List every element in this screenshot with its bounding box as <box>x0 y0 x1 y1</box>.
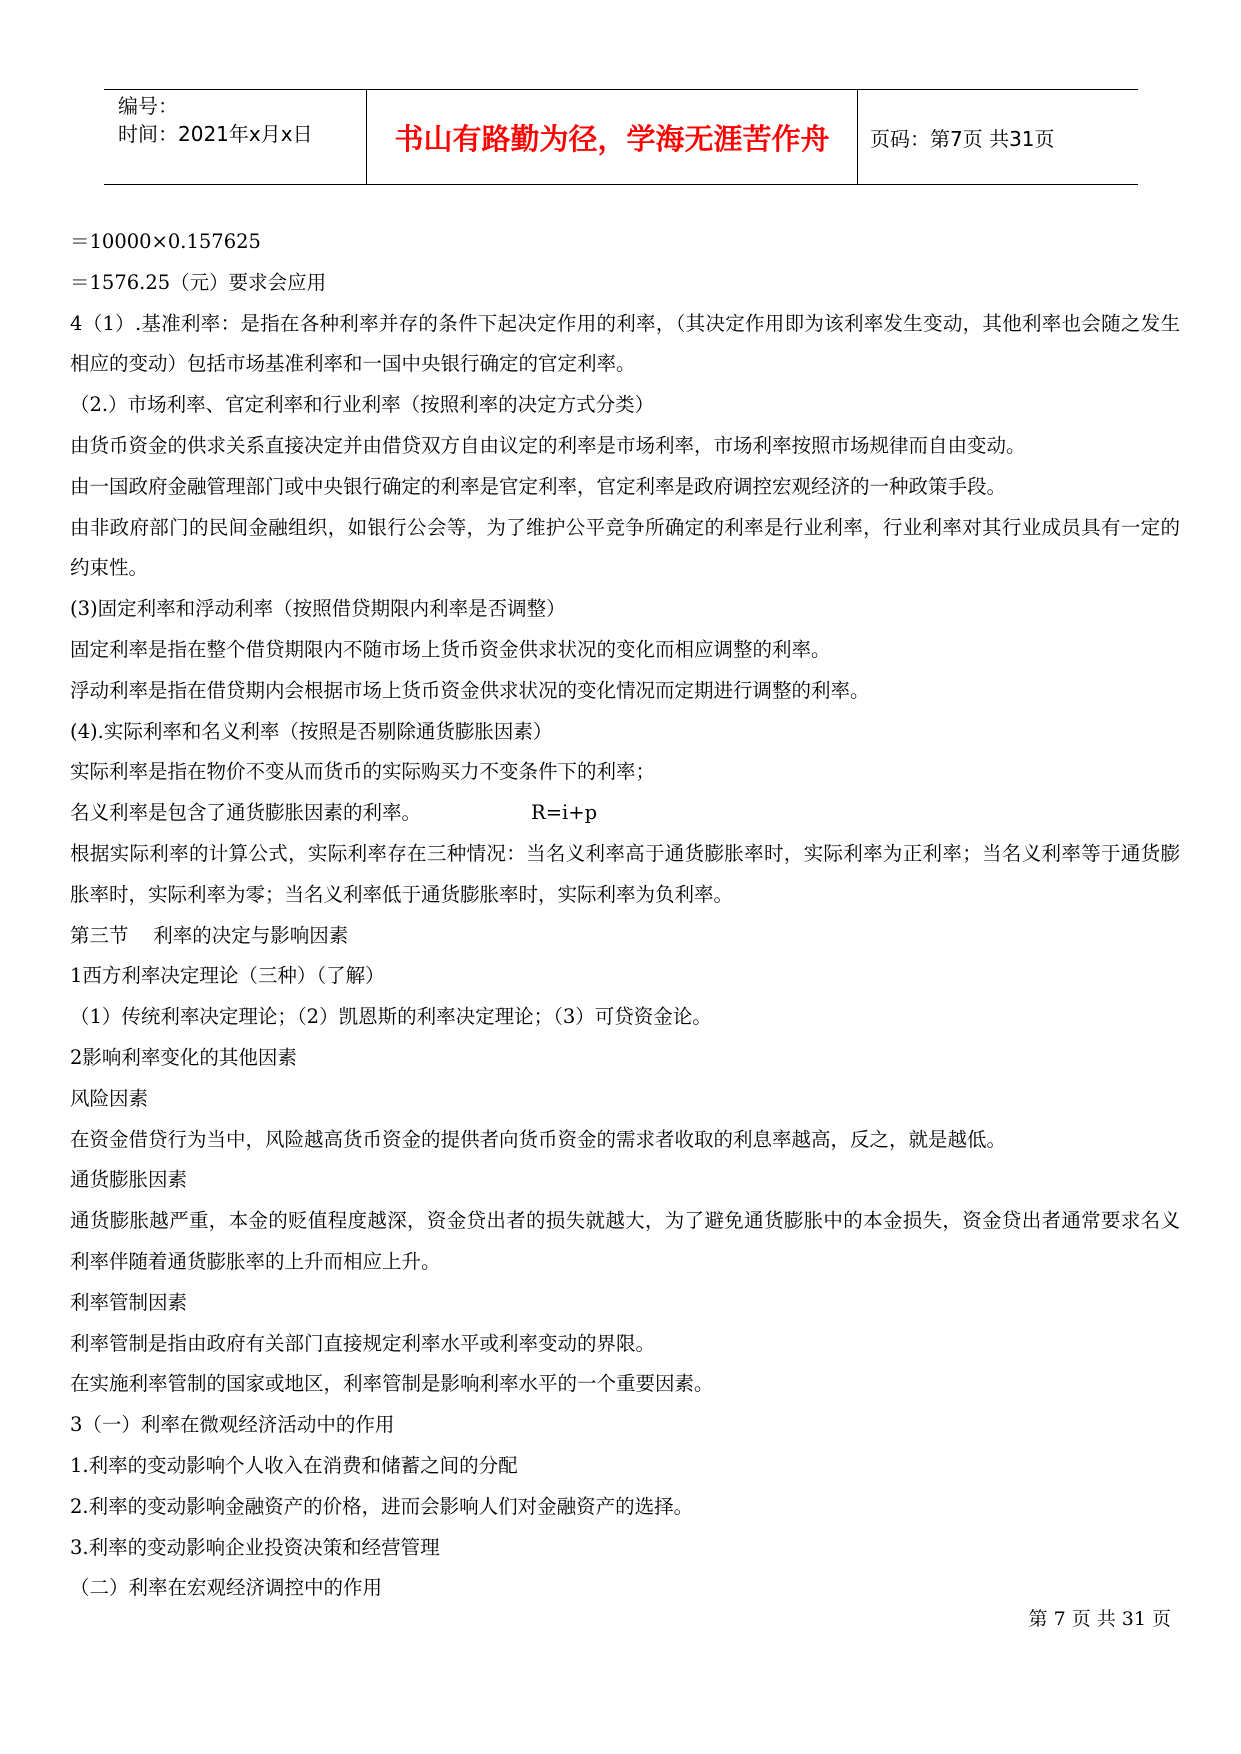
header-motto: 书山有路勤为径，学海无涯苦作舟 <box>366 90 858 184</box>
text-line: 1西方利率决定理论（三种）（了解） <box>70 964 385 988</box>
text-line: 2影响利率变化的其他因素 <box>70 1045 297 1069</box>
nominal-rate-text: 名义利率是包含了通货膨胀因素的利率。 <box>70 801 422 825</box>
text-line: （2.）市场利率、官定利率和行业利率（按照利率的决定方式分类） <box>70 393 655 417</box>
text-line: 风险因素 <box>70 1086 149 1110</box>
text-line: ＝10000×0.157625 <box>70 230 261 253</box>
rate-formula: R=i+p <box>531 801 598 825</box>
text-line: 2.利率的变动影响金融资产的价格，进而会影响人们对金融资产的选择。 <box>70 1494 694 1518</box>
text-line: (3)固定利率和浮动利率（按照借贷期限内利率是否调整） <box>70 597 566 621</box>
text-line: 通货膨胀因素 <box>70 1168 188 1192</box>
text-line: 在实施利率管制的国家或地区，利率管制是影响利率水平的一个重要因素。 <box>70 1372 714 1396</box>
text-line: 由一国政府金融管理部门或中央银行确定的利率是官定利率，官定利率是政府调控宏观经济的一种政策手段。 <box>70 474 1007 498</box>
text-line <box>70 793 1180 834</box>
section-heading: 第三节 利率的决定与影响因素 <box>70 923 349 947</box>
text-line: 浮动利率是指在借贷期内会根据市场上货币资金供求状况的变化情况而定期进行调整的利率。 <box>70 678 870 702</box>
header-meta <box>104 90 366 184</box>
page-footer: 第 7 页 共 31 页 <box>1028 1608 1171 1630</box>
text-line: (4).实际利率和名义利率（按照是否剔除通货膨胀因素） <box>70 719 553 743</box>
doc-time-label: 时间：2021年x月x日 <box>118 122 313 146</box>
text-line: 3（一）利率在微观经济活动中的作用 <box>70 1413 395 1437</box>
text-paragraph: 根据实际利率的计算公式，实际利率存在三种情况：当名义利率高于通货膨胀率时，实际利率为正利率；当名义利率等于通货膨胀率时，实际利率为零；当名义利率低于通货膨胀率时，实际利率为负利率。 <box>70 841 1180 906</box>
text-line: 利率管制因素 <box>70 1290 188 1314</box>
text-line: ＝1576.25（元）要求会应用 <box>70 270 327 294</box>
page-header <box>104 89 1138 185</box>
text-line: （二）利率在宏观经济调控中的作用 <box>70 1576 383 1600</box>
text-line: 3.利率的变动影响企业投资决策和经营管理 <box>70 1535 440 1559</box>
text-line: 固定利率是指在整个借贷期限内不随市场上货币资金供求状况的变化而相应调整的利率。 <box>70 637 831 661</box>
text-line: 由货币资金的供求关系直接决定并由借贷双方自由议定的利率是市场利率，市场利率按照市场规律而自由变动。 <box>70 433 1026 457</box>
text-line: 实际利率是指在物价不变从而货币的实际购买力不变条件下的利率； <box>70 760 656 784</box>
text-paragraph: 4（1）.基准利率：是指在各种利率并存的条件下起决定作用的利率，（其决定作用即为该利率发生变动，其他利率也会随之发生相应的变动）包括市场基准利率和一国中央银行确定的官定利率。 <box>70 311 1180 376</box>
header-page-code: 页码：第7页 共31页 <box>870 126 1055 151</box>
doc-number-label: 编号： <box>118 94 178 118</box>
text-paragraph: 由非政府部门的民间金融组织，如银行公会等，为了维护公平竞争所确定的利率是行业利率，行业利率对其行业成员具有一定的约束性。 <box>70 515 1180 580</box>
text-line: 利率管制是指由政府有关部门直接规定利率水平或利率变动的界限。 <box>70 1331 656 1355</box>
text-line: 在资金借贷行为当中，风险越高货币资金的提供者向货币资金的需求者收取的利息率越高，反之，就是越低。 <box>70 1127 1007 1151</box>
text-paragraph: 通货膨胀越严重，本金的贬值程度越深，资金贷出者的损失就越大，为了避免通货膨胀中的本金损失，资金贷出者通常要求名义利率伴随着通货膨胀率的上升而相应上升。 <box>70 1209 1180 1273</box>
text-line: 1.利率的变动影响个人收入在消费和储蓄之间的分配 <box>70 1453 518 1477</box>
text-line: （1）传统利率决定理论；（2）凯恩斯的利率决定理论；（3）可贷资金论。 <box>70 1005 712 1029</box>
document-body <box>70 222 1180 1609</box>
